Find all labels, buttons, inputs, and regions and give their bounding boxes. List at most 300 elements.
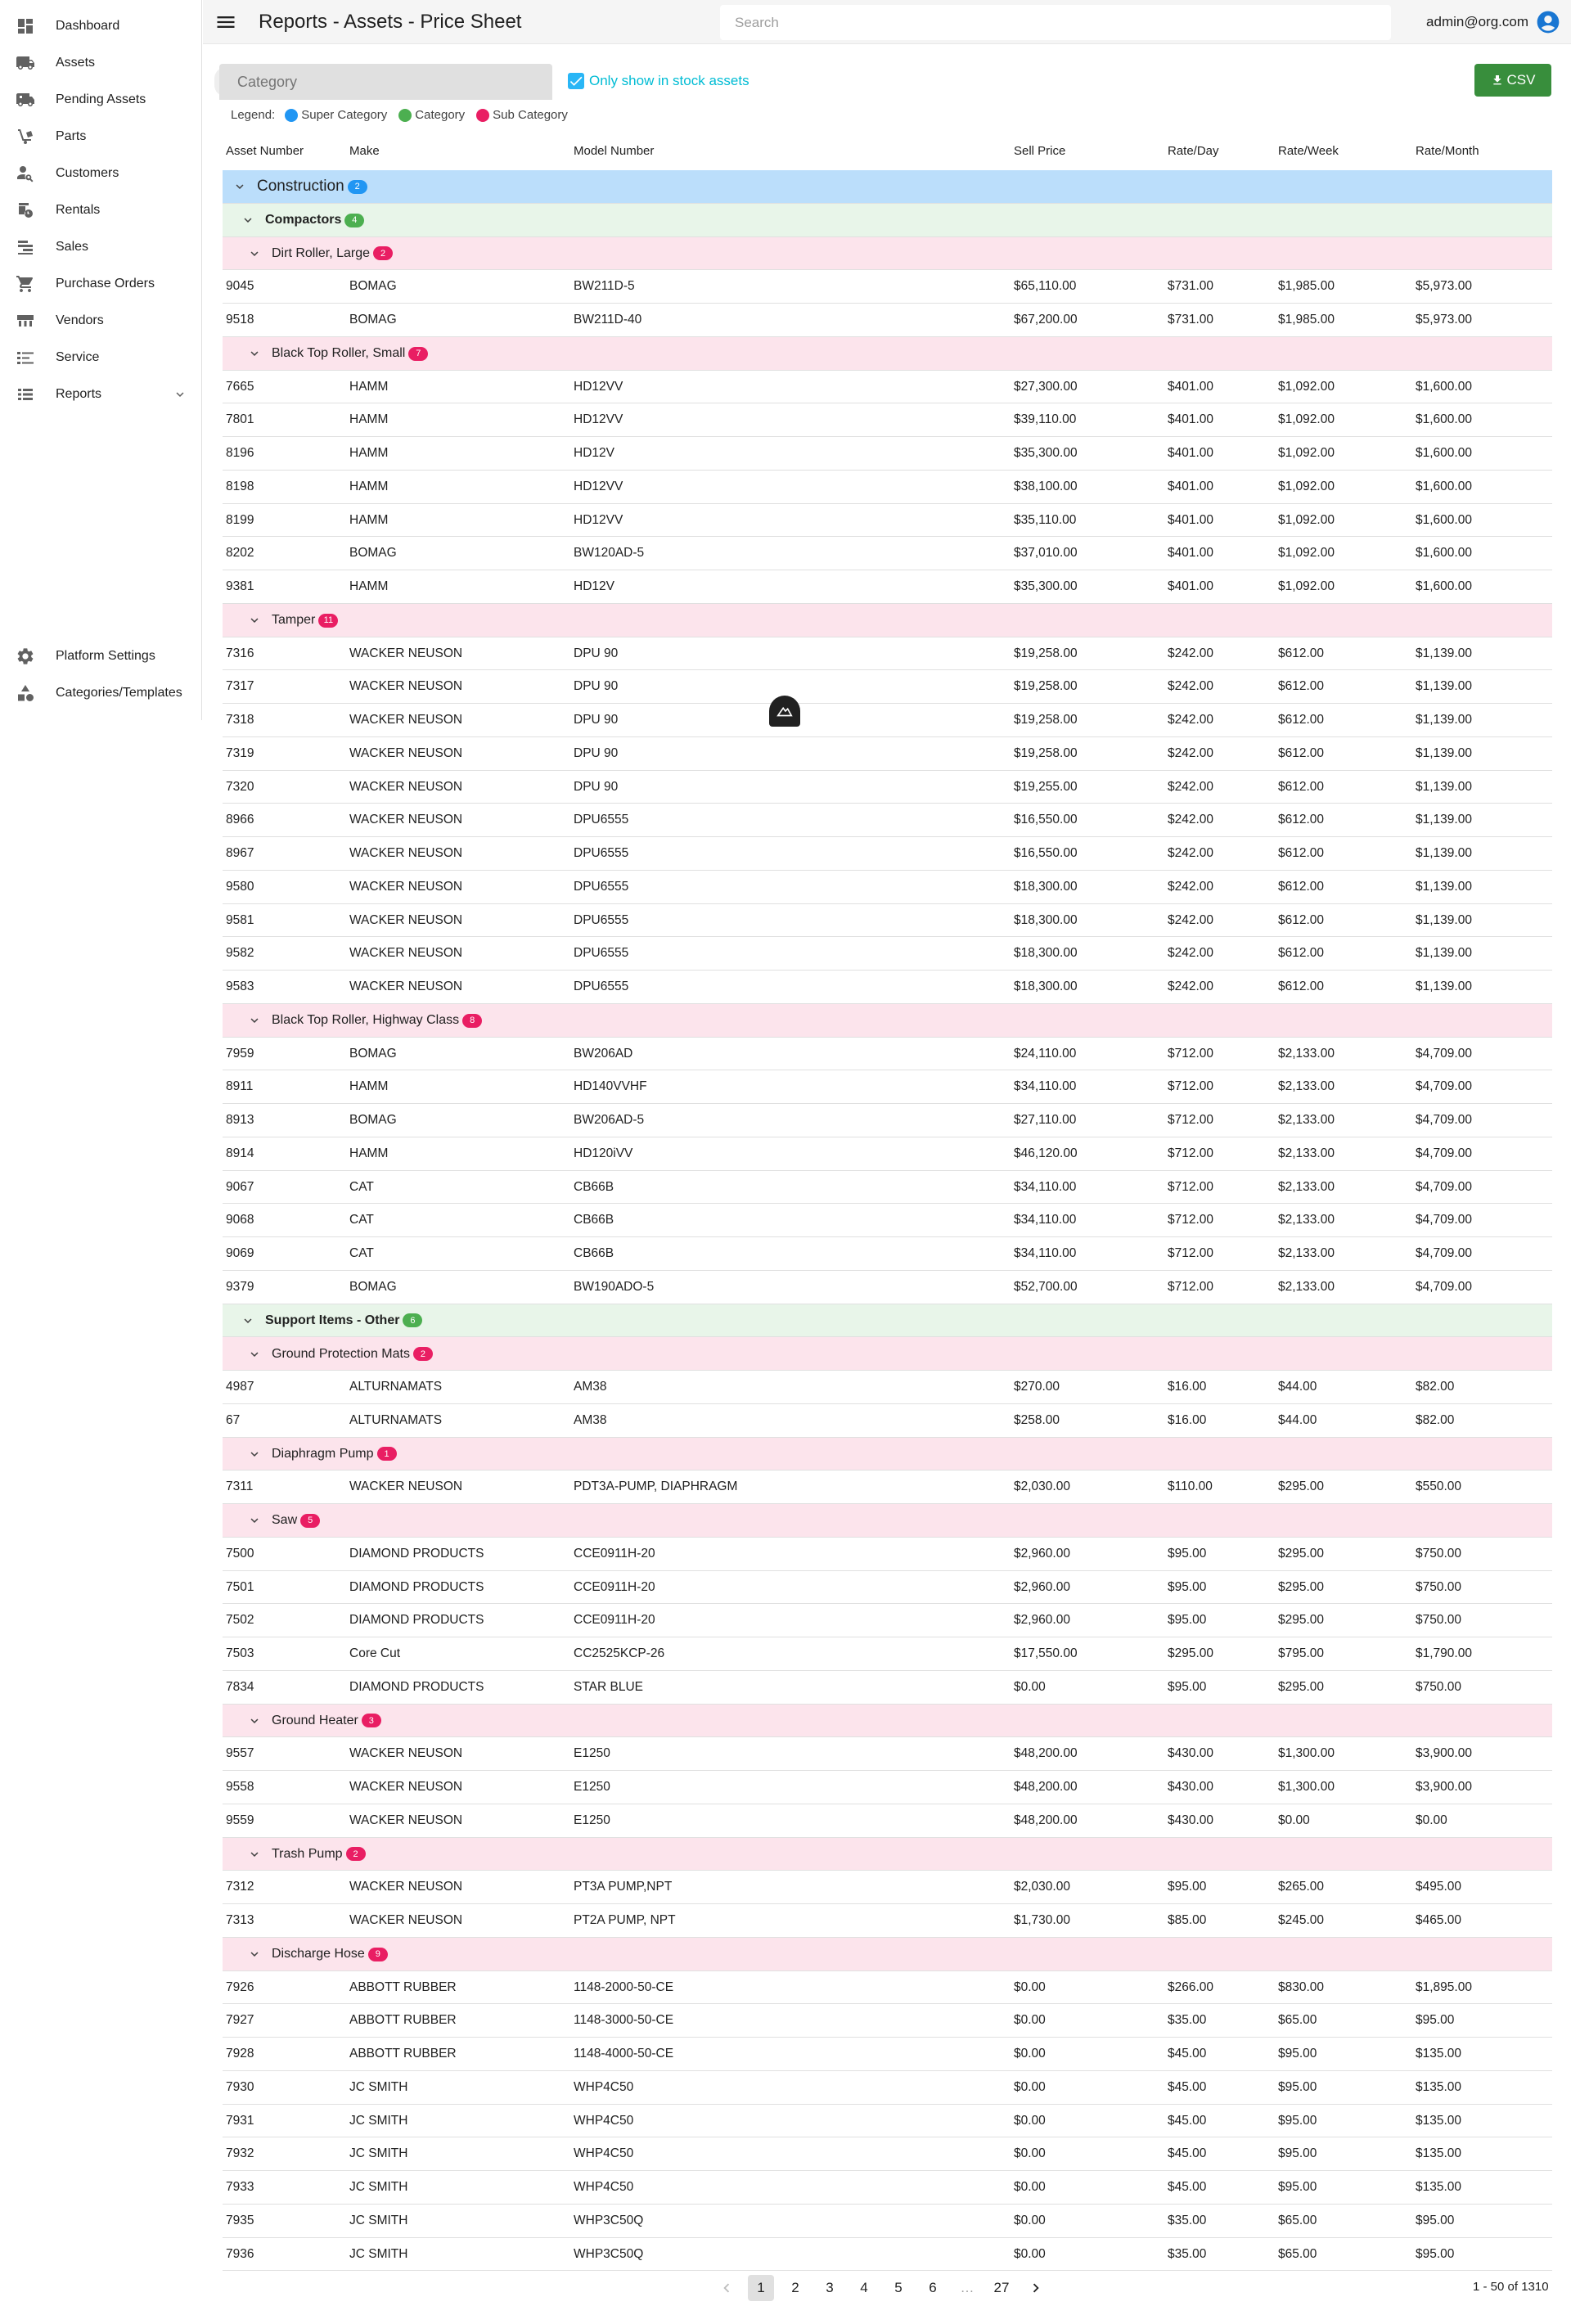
rate-month-cell: $1,139.00 — [1416, 679, 1472, 694]
make-cell: WACKER NEUSON — [349, 813, 463, 827]
group-toggle[interactable] — [241, 204, 364, 237]
group-toggle[interactable] — [232, 170, 367, 204]
rate-day-cell: $242.00 — [1168, 713, 1214, 727]
model-number-cell: E1250 — [574, 1780, 610, 1794]
rate-week-cell: $2,133.00 — [1278, 1279, 1335, 1294]
rate-week-cell: $612.00 — [1278, 980, 1325, 993]
dolly-icon — [15, 126, 36, 147]
rate-month-cell: $1,600.00 — [1416, 412, 1472, 427]
page-button[interactable]: 3 — [826, 2280, 834, 2295]
legend-dot — [398, 109, 412, 122]
chevron-down-icon — [247, 1947, 262, 1961]
rate-month-cell: $135.00 — [1416, 2079, 1462, 2094]
legend — [231, 108, 579, 122]
model-number-cell: BW211D-5 — [574, 279, 635, 294]
asset-number-cell: 67 — [226, 1412, 241, 1427]
table-row — [223, 837, 1552, 871]
sidebar-item-reports[interactable] — [0, 376, 202, 412]
column-header[interactable]: Rate/Day — [1168, 144, 1219, 158]
make-cell: BOMAG — [349, 546, 397, 561]
table-row — [223, 1471, 1552, 1504]
sidebar-item-pending-assets[interactable] — [0, 81, 202, 118]
rate-day-cell: $712.00 — [1168, 1146, 1214, 1160]
count-badge: 5 — [300, 1514, 320, 1528]
model-number-cell: BW190ADO-5 — [574, 1279, 655, 1294]
model-number-cell: DPU6555 — [574, 879, 629, 894]
table-row — [223, 371, 1552, 404]
table-row — [223, 971, 1552, 1004]
make-cell: WACKER NEUSON — [349, 1880, 463, 1894]
model-number-cell: DPU6555 — [574, 980, 629, 993]
rate-day-cell: $401.00 — [1168, 412, 1214, 427]
rate-month-cell: $135.00 — [1416, 2047, 1462, 2061]
rate-month-cell: $1,600.00 — [1416, 446, 1472, 460]
rate-week-cell: $612.00 — [1278, 646, 1325, 660]
rate-day-cell: $16.00 — [1168, 1412, 1207, 1427]
group-toggle[interactable] — [247, 1705, 381, 1738]
model-number-cell: HD12VV — [574, 479, 623, 493]
model-number-cell: CC2525KCP-26 — [574, 1646, 665, 1660]
make-cell: HAMM — [349, 412, 389, 427]
asset-number-cell: 7932 — [226, 2146, 254, 2161]
table-row — [223, 570, 1552, 604]
sell-price-cell: $18,300.00 — [1014, 912, 1078, 927]
make-cell: HAMM — [349, 579, 389, 593]
make-cell: JC SMITH — [349, 2213, 408, 2227]
asset-number-cell: 7959 — [226, 1046, 254, 1061]
group-toggle[interactable] — [247, 1938, 388, 1971]
table-row — [223, 804, 1552, 837]
rate-month-cell: $3,900.00 — [1416, 1780, 1472, 1794]
rate-day-cell: $242.00 — [1168, 946, 1214, 961]
previous-page-icon[interactable] — [713, 2275, 740, 2301]
count-badge: 4 — [344, 214, 364, 227]
rate-day-cell: $95.00 — [1168, 1880, 1207, 1894]
make-cell: BOMAG — [349, 1046, 397, 1061]
group-label: Dirt Roller, Large — [272, 245, 371, 260]
sidebar-item-customers[interactable] — [0, 155, 202, 191]
model-number-cell: HD12V — [574, 579, 614, 593]
sell-price-cell: $34,110.00 — [1014, 1179, 1077, 1194]
rate-week-cell: $612.00 — [1278, 779, 1325, 794]
super-category-row — [223, 170, 1552, 204]
sidebar-item-vendors[interactable] — [0, 302, 202, 339]
table-row — [223, 1904, 1552, 1938]
rate-day-cell: $242.00 — [1168, 912, 1214, 927]
sidebar-item-parts[interactable] — [0, 118, 202, 155]
page-button[interactable]: 6 — [929, 2280, 937, 2295]
group-label: Discharge Hose — [272, 1947, 365, 1961]
sidebar-item-service[interactable] — [0, 339, 202, 376]
sales-icon — [15, 236, 36, 258]
sell-price-cell: $52,700.00 — [1014, 1279, 1078, 1294]
asset-number-cell: 9069 — [226, 1246, 254, 1260]
chevron-down-icon — [232, 179, 247, 194]
sell-price-cell: $67,200.00 — [1014, 313, 1078, 327]
rate-week-cell: $612.00 — [1278, 745, 1325, 760]
make-cell: ABBOTT RUBBER — [349, 1979, 457, 1994]
asset-number-cell: 9067 — [226, 1179, 254, 1194]
rate-day-cell: $35.00 — [1168, 2213, 1207, 2227]
model-number-cell: 1148-4000-50-CE — [574, 2047, 674, 2061]
group-toggle[interactable] — [247, 604, 338, 637]
rate-month-cell: $4,709.00 — [1416, 1079, 1472, 1094]
sidebar-item-sales[interactable] — [0, 228, 202, 265]
rate-week-cell: $2,133.00 — [1278, 1146, 1335, 1160]
page-button[interactable]: 5 — [894, 2280, 903, 2295]
rate-week-cell: $612.00 — [1278, 879, 1325, 894]
sidebar-item-label: Reports — [56, 386, 102, 401]
make-cell: JC SMITH — [349, 2113, 408, 2128]
rate-month-cell: $4,709.00 — [1416, 1279, 1472, 1294]
sell-price-cell: $39,110.00 — [1014, 412, 1077, 427]
sell-price-cell: $258.00 — [1014, 1412, 1060, 1427]
rate-day-cell: $712.00 — [1168, 1213, 1214, 1227]
rate-week-cell: $95.00 — [1278, 2079, 1317, 2094]
column-header[interactable]: Make — [349, 144, 380, 158]
sidebar-item-label: Assets — [56, 55, 96, 70]
make-cell: WACKER NEUSON — [349, 779, 463, 794]
sidebar-item-label: Vendors — [56, 313, 104, 327]
stock-only-label[interactable]: Only show in stock assets — [589, 73, 749, 88]
rate-month-cell: $5,973.00 — [1416, 313, 1472, 327]
sub-category-row — [223, 337, 1552, 371]
table-row — [223, 937, 1552, 971]
rate-month-cell: $750.00 — [1416, 1613, 1462, 1628]
rate-week-cell: $612.00 — [1278, 813, 1325, 827]
rate-week-cell: $795.00 — [1278, 1646, 1325, 1660]
table-row — [223, 471, 1552, 504]
count-badge: 9 — [368, 1948, 388, 1961]
rate-day-cell: $712.00 — [1168, 1113, 1214, 1127]
rate-day-cell: $731.00 — [1168, 279, 1214, 294]
rate-month-cell: $1,600.00 — [1416, 479, 1472, 493]
rate-week-cell: $2,133.00 — [1278, 1079, 1335, 1094]
table-row — [223, 2004, 1552, 2038]
rate-week-cell: $612.00 — [1278, 679, 1325, 694]
model-number-cell: CB66B — [574, 1246, 614, 1260]
asset-number-cell: 9518 — [226, 313, 254, 327]
table-row — [223, 1137, 1552, 1171]
rate-day-cell: $266.00 — [1168, 1979, 1214, 1994]
sell-price-cell: $38,100.00 — [1014, 479, 1078, 493]
legend-category — [398, 108, 465, 122]
make-cell: HAMM — [349, 1146, 389, 1160]
asset-number-cell: 7316 — [226, 646, 254, 660]
asset-number-cell: 7503 — [226, 1646, 254, 1660]
sidebar-item-label: Platform Settings — [56, 648, 155, 663]
make-cell: DIAMOND PRODUCTS — [349, 1579, 484, 1594]
chevron-down-icon — [247, 346, 262, 361]
asset-number-cell: 7935 — [226, 2213, 254, 2227]
group-label: Black Top Roller, Small — [272, 346, 406, 361]
make-cell: WACKER NEUSON — [349, 1480, 463, 1494]
rate-week-cell: $44.00 — [1278, 1412, 1317, 1427]
table-row — [223, 304, 1552, 337]
table-row — [223, 1204, 1552, 1237]
asset-number-cell: 7926 — [226, 1979, 254, 1994]
sell-price-cell: $27,110.00 — [1014, 1113, 1077, 1127]
asset-number-cell: 7317 — [226, 679, 254, 694]
rate-week-cell: $95.00 — [1278, 2113, 1317, 2128]
rate-week-cell: $65.00 — [1278, 2246, 1317, 2261]
rate-month-cell: $135.00 — [1416, 2146, 1462, 2161]
table-row — [223, 1538, 1552, 1571]
make-cell: BOMAG — [349, 1113, 397, 1127]
group-label: Ground Protection Mats — [272, 1346, 410, 1361]
next-page-icon[interactable] — [1023, 2275, 1049, 2301]
sell-price-cell: $34,110.00 — [1014, 1246, 1077, 1260]
sidebar-item-label: Dashboard — [56, 18, 120, 33]
rate-week-cell: $65.00 — [1278, 2013, 1317, 2028]
rate-week-cell: $1,985.00 — [1278, 313, 1335, 327]
legend-label: Super Category — [301, 108, 388, 122]
asset-number-cell: 7834 — [226, 1679, 254, 1694]
table-row — [223, 1604, 1552, 1637]
rate-day-cell: $242.00 — [1168, 980, 1214, 993]
gear-icon — [15, 646, 36, 667]
rate-month-cell: $1,139.00 — [1416, 713, 1472, 727]
group-toggle[interactable] — [247, 1337, 433, 1371]
shapes-icon — [15, 682, 36, 704]
table-row — [223, 1771, 1552, 1804]
make-cell: HAMM — [349, 379, 389, 394]
sub-category-row — [223, 1337, 1552, 1371]
rate-week-cell: $295.00 — [1278, 1579, 1325, 1594]
count-badge: 2 — [346, 1847, 366, 1861]
asset-number-cell: 7936 — [226, 2246, 254, 2261]
sidebar-item-rentals[interactable] — [0, 191, 202, 228]
csv-download-button[interactable] — [1474, 64, 1551, 97]
rate-month-cell: $1,600.00 — [1416, 546, 1472, 561]
asset-number-cell: 8196 — [226, 446, 254, 460]
sell-price-cell: $19,255.00 — [1014, 779, 1078, 794]
model-number-cell: DPU6555 — [574, 846, 629, 860]
rate-week-cell: $295.00 — [1278, 1480, 1325, 1494]
model-number-cell: 1148-3000-50-CE — [574, 2013, 674, 2028]
rate-month-cell: $95.00 — [1416, 2213, 1455, 2227]
asset-number-cell: 7928 — [226, 2047, 254, 2061]
sidebar-item-platform-settings[interactable] — [0, 637, 202, 674]
group-toggle[interactable] — [241, 1304, 422, 1338]
sell-price-cell: $48,200.00 — [1014, 1813, 1078, 1827]
model-number-cell: DPU6555 — [574, 912, 629, 927]
sidebar-item-purchase-orders[interactable] — [0, 265, 202, 302]
group-toggle[interactable] — [247, 1504, 320, 1538]
floating-widget-icon[interactable] — [769, 696, 800, 727]
group-toggle[interactable] — [247, 237, 393, 271]
list-icon — [15, 384, 36, 405]
sell-price-cell: $0.00 — [1014, 1979, 1046, 1994]
price-sheet-table — [223, 170, 1552, 2271]
rate-week-cell: $1,092.00 — [1278, 479, 1335, 493]
make-cell: WACKER NEUSON — [349, 980, 463, 993]
sidebar-item-dashboard[interactable] — [0, 7, 202, 44]
menu-icon[interactable] — [214, 11, 237, 34]
sidebar-item-categories-templates[interactable] — [0, 674, 202, 711]
rate-month-cell: $1,895.00 — [1416, 1979, 1472, 1994]
rate-day-cell: $45.00 — [1168, 2047, 1207, 2061]
column-header[interactable]: Model Number — [574, 144, 655, 158]
sub-category-row — [223, 1004, 1552, 1038]
table-row — [223, 270, 1552, 304]
asset-number-cell: 8967 — [226, 846, 254, 860]
sub-category-row — [223, 1504, 1552, 1538]
model-number-cell: DPU 90 — [574, 679, 619, 694]
sell-price-cell: $35,300.00 — [1014, 579, 1078, 593]
model-number-cell: CB66B — [574, 1213, 614, 1227]
category-input[interactable] — [219, 64, 552, 100]
sub-category-row — [223, 604, 1552, 637]
rate-month-cell: $1,139.00 — [1416, 846, 1472, 860]
rate-day-cell: $401.00 — [1168, 379, 1214, 394]
stock-only-checkbox[interactable] — [568, 73, 584, 89]
sell-price-cell: $19,258.00 — [1014, 713, 1078, 727]
table-row — [223, 771, 1552, 804]
rate-day-cell: $95.00 — [1168, 1579, 1207, 1594]
rate-day-cell: $85.00 — [1168, 1913, 1207, 1927]
make-cell: Core Cut — [349, 1646, 401, 1660]
sell-price-cell: $0.00 — [1014, 2180, 1046, 2194]
table-row — [223, 1171, 1552, 1205]
page-button[interactable]: 27 — [993, 2280, 1010, 2295]
rate-day-cell: $35.00 — [1168, 2246, 1207, 2261]
make-cell: DIAMOND PRODUCTS — [349, 1679, 484, 1694]
rate-week-cell: $612.00 — [1278, 846, 1325, 860]
rate-month-cell: $82.00 — [1416, 1412, 1455, 1427]
rate-week-cell: $2,133.00 — [1278, 1179, 1335, 1194]
count-badge: 7 — [408, 347, 428, 361]
table-row — [223, 2071, 1552, 2105]
group-toggle[interactable] — [247, 1438, 397, 1471]
group-toggle[interactable] — [247, 1838, 366, 1871]
make-cell: HAMM — [349, 1079, 389, 1094]
model-number-cell: AM38 — [574, 1380, 607, 1394]
asset-number-cell: 9559 — [226, 1813, 254, 1827]
asset-number-cell: 8966 — [226, 813, 254, 827]
page-button[interactable]: 2 — [791, 2280, 799, 2295]
sell-price-cell: $19,258.00 — [1014, 745, 1078, 760]
model-number-cell: WHP4C50 — [574, 2113, 634, 2128]
rate-month-cell: $1,139.00 — [1416, 912, 1472, 927]
asset-number-cell: 7501 — [226, 1579, 254, 1594]
group-toggle[interactable] — [247, 337, 428, 371]
model-number-cell: CB66B — [574, 1179, 614, 1194]
page-button[interactable]: 1 — [748, 2275, 774, 2301]
model-number-cell: WHP3C50Q — [574, 2213, 644, 2227]
rate-month-cell: $465.00 — [1416, 1913, 1462, 1927]
rate-month-cell: $495.00 — [1416, 1880, 1462, 1894]
make-cell: CAT — [349, 1246, 374, 1260]
sidebar-item-label: Purchase Orders — [56, 276, 155, 290]
table-row — [223, 437, 1552, 471]
count-badge: 3 — [362, 1714, 381, 1727]
account-circle-icon[interactable] — [1535, 9, 1561, 35]
rate-week-cell: $265.00 — [1278, 1880, 1325, 1894]
rate-month-cell: $5,973.00 — [1416, 279, 1472, 294]
make-cell: WACKER NEUSON — [349, 912, 463, 927]
make-cell: WACKER NEUSON — [349, 846, 463, 860]
rate-week-cell: $295.00 — [1278, 1613, 1325, 1628]
chevron-down-icon — [247, 1513, 262, 1528]
search-input[interactable] — [720, 5, 1391, 40]
rate-month-cell: $95.00 — [1416, 2013, 1455, 2028]
make-cell: HAMM — [349, 479, 389, 493]
asset-number-cell: 9558 — [226, 1780, 254, 1794]
asset-number-cell: 7320 — [226, 779, 254, 794]
table-row — [223, 1104, 1552, 1137]
column-header[interactable]: Rate/Week — [1278, 144, 1339, 158]
asset-number-cell: 9581 — [226, 912, 254, 927]
sell-price-cell: $18,300.00 — [1014, 980, 1078, 993]
make-cell: DIAMOND PRODUCTS — [349, 1613, 484, 1628]
table-row — [223, 1871, 1552, 1904]
column-header[interactable]: Rate/Month — [1416, 144, 1479, 158]
asset-number-cell: 9379 — [226, 1279, 254, 1294]
legend-label: Category — [415, 108, 466, 122]
sell-price-cell: $1,730.00 — [1014, 1913, 1070, 1927]
asset-number-cell: 9582 — [226, 946, 254, 961]
make-cell: JC SMITH — [349, 2180, 408, 2194]
page-button[interactable]: 4 — [860, 2280, 868, 2295]
sell-price-cell: $0.00 — [1014, 2079, 1046, 2094]
make-cell: ABBOTT RUBBER — [349, 2013, 457, 2028]
model-number-cell: HD140VVHF — [574, 1079, 647, 1094]
model-number-cell: PT2A PUMP, NPT — [574, 1913, 676, 1927]
model-number-cell: WHP4C50 — [574, 2146, 634, 2161]
sell-price-cell: $0.00 — [1014, 2213, 1046, 2227]
model-number-cell: DPU 90 — [574, 779, 619, 794]
chevron-down-icon — [247, 246, 262, 261]
cart-icon — [15, 273, 36, 295]
make-cell: JC SMITH — [349, 2146, 408, 2161]
rate-month-cell: $4,709.00 — [1416, 1113, 1472, 1127]
column-header[interactable]: Sell Price — [1014, 144, 1066, 158]
column-header[interactable]: Asset Number — [226, 144, 304, 158]
sell-price-cell: $19,258.00 — [1014, 679, 1078, 694]
sell-price-cell: $46,120.00 — [1014, 1146, 1078, 1160]
group-label: Saw — [272, 1513, 298, 1528]
legend-dot — [285, 109, 298, 122]
legend-dot — [476, 109, 489, 122]
asset-number-cell: 9583 — [226, 980, 254, 993]
count-badge: 6 — [403, 1313, 422, 1327]
model-number-cell: HD12VV — [574, 412, 623, 427]
sub-category-row — [223, 1438, 1552, 1471]
rate-week-cell: $1,092.00 — [1278, 412, 1335, 427]
sidebar-item-label: Categories/Templates — [56, 685, 182, 700]
rental-clock-icon — [15, 200, 36, 221]
model-number-cell: HD120iVV — [574, 1146, 633, 1160]
page-ellipsis: … — [960, 2280, 975, 2295]
user-email: admin@org.com — [1426, 14, 1528, 29]
group-label: Trash Pump — [272, 1846, 343, 1861]
rate-week-cell: $612.00 — [1278, 946, 1325, 961]
table-row — [223, 871, 1552, 904]
group-toggle[interactable] — [247, 1004, 482, 1038]
rate-week-cell: $830.00 — [1278, 1979, 1325, 1994]
sell-price-cell: $35,110.00 — [1014, 512, 1077, 527]
rate-week-cell: $245.00 — [1278, 1913, 1325, 1927]
sidebar-item-assets[interactable] — [0, 44, 202, 81]
table-row — [223, 1371, 1552, 1404]
dashboard-icon — [15, 16, 36, 37]
asset-number-cell: 9580 — [226, 879, 254, 894]
asset-number-cell: 7931 — [226, 2113, 254, 2128]
model-number-cell: E1250 — [574, 1746, 610, 1761]
sell-price-cell: $19,258.00 — [1014, 646, 1078, 660]
rate-day-cell: $242.00 — [1168, 813, 1214, 827]
